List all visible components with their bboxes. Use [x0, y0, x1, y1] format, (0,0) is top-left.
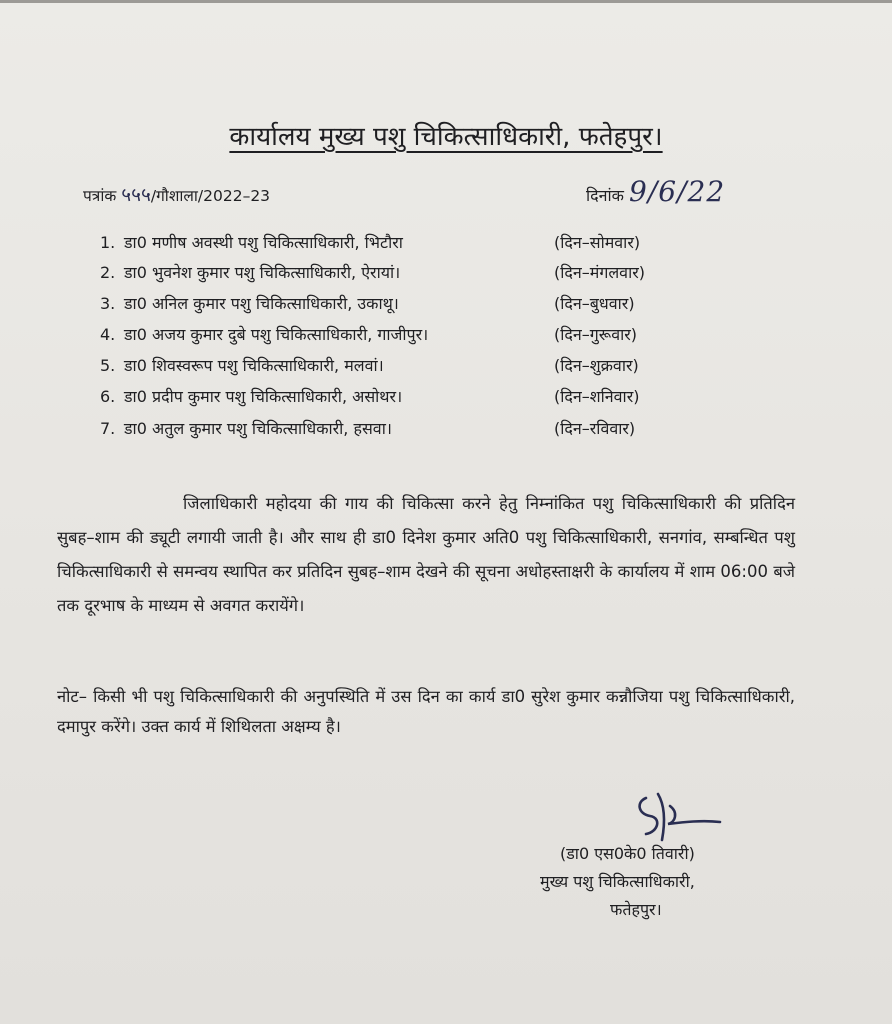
officer-name: डा0 भुवनेश कुमार पशु चिकित्साधिकारी, ऐरायां।	[124, 263, 401, 282]
list-item	[0, 289, 892, 319]
officer-name: डा0 प्रदीप कुमार पशु चिकित्साधिकारी, असोथर।	[124, 387, 403, 406]
list-number: 5.	[100, 356, 116, 375]
reference-line	[83, 180, 270, 211]
date-value: 9/6/22	[629, 175, 726, 208]
duty-day: (दिन–शनिवार)	[554, 387, 640, 406]
list-number: 3.	[100, 294, 116, 313]
list-number: 1.	[100, 233, 116, 252]
signatory-name: (डा0 एस0के0 तिवारी)	[560, 844, 695, 863]
list-item	[0, 258, 892, 288]
instruction-paragraph	[57, 487, 795, 623]
duty-day: (दिन–रविवार)	[554, 419, 636, 438]
reference-number: ५५५	[121, 184, 151, 206]
list-number: 2.	[100, 263, 116, 282]
office-title-text: कार्यालय मुख्य पशु चिकित्साधिकारी, फतेहपुर।	[229, 122, 663, 152]
duty-day: (दिन–मंगलवार)	[554, 263, 646, 282]
list-number: 6.	[100, 387, 116, 406]
list-item	[0, 320, 892, 350]
officer-name: डा0 अतुल कुमार पशु चिकित्साधिकारी, हसवा।	[124, 419, 392, 438]
duty-day: (दिन–गुरूवार)	[554, 325, 638, 344]
list-number: 7.	[100, 419, 116, 438]
duty-day: (दिन–बुधवार)	[554, 294, 635, 313]
officer-name: डा0 मणीष अवस्थी पशु चिकित्साधिकारी, भिटौरा	[124, 233, 403, 252]
duty-day: (दिन–सोमवार)	[554, 233, 641, 252]
note-text: नोट– किसी भी पशु चिकित्साधिकारी की अनुपस्थिति में उस दिन का कार्य डा0 सुरेश कुमार कन्नौजिया पशु चिकित्साधिकारी, दमापुर करेंगे। उक्त कार्य में शिथिलता अक्षम्य है।	[57, 687, 796, 736]
list-number: 4.	[100, 325, 116, 344]
signatory-place: फतेहपुर।	[610, 900, 662, 919]
list-item	[0, 228, 892, 258]
signatory-designation: मुख्य पशु चिकित्साधिकारी,	[540, 872, 695, 891]
office-title	[0, 118, 892, 156]
duty-day: (दिन–शुक्रवार)	[554, 356, 639, 375]
list-item	[0, 414, 892, 444]
officer-name: डा0 शिवस्वरूप पशु चिकित्साधिकारी, मलवां।	[124, 356, 384, 375]
paragraph-text: जिलाधिकारी महोदया की गाय की चिकित्सा करने हेतु निम्नांकित पशु चिकित्साधिकारी की प्रतिदिन सुबह–शाम की ड्यूटी लगायी जाती है। और साथ ही डा0 दिनेश कुमार अति0 पशु चिकित्साधिकारी, सनगांव, सम्बन्धित पशु चिकित्साधिकारी से समन्वय स्थापित कर प्रतिदिन सुबह–शाम देखने की सूचना अधोहस्ताक्षरी के कार्यालय में शाम 06:00 बजे तक दूरभाष के माध्यम से अवगत करायेंगे।	[57, 494, 795, 615]
signature-block	[540, 840, 695, 924]
reference-suffix: /गौशाला/2022–23	[150, 187, 271, 205]
officer-name: डा0 अनिल कुमार पशु चिकित्साधिकारी, उकाथू।	[124, 294, 399, 313]
reference-label: पत्रांक	[83, 187, 117, 205]
list-item	[0, 351, 892, 381]
officer-name: डा0 अजय कुमार दुबे पशु चिकित्साधिकारी, गाजीपुर।	[124, 325, 429, 344]
date-line	[586, 177, 725, 211]
scan-edge	[0, 0, 892, 3]
list-item	[0, 382, 892, 412]
date-label: दिनांक	[586, 186, 624, 205]
note-paragraph	[57, 682, 795, 742]
